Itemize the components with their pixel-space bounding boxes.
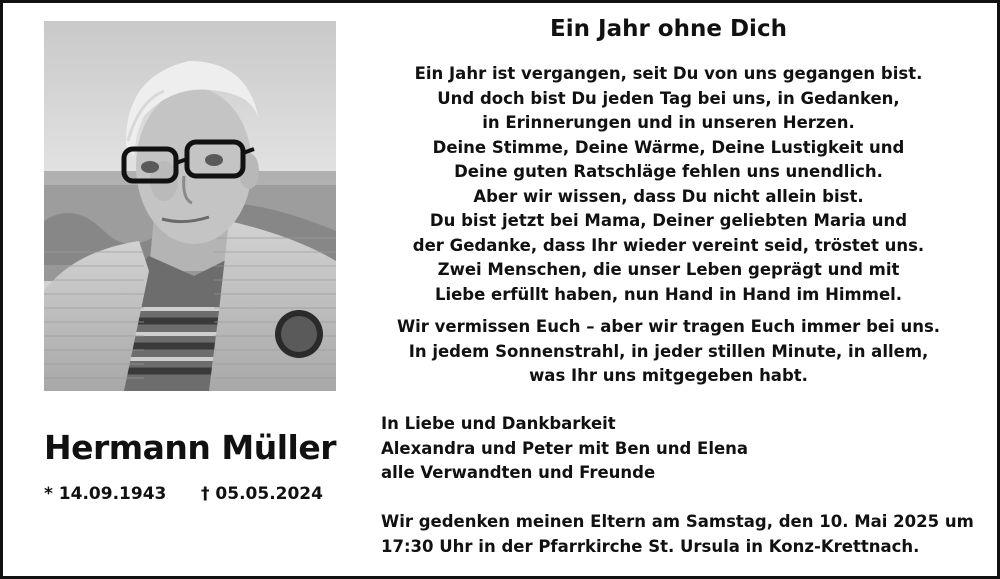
deceased-name: Hermann Müller bbox=[44, 428, 337, 467]
portrait-photo bbox=[44, 21, 336, 391]
poem-line: Ein Jahr ist vergangen, seit Du von uns gegangen bist. bbox=[414, 64, 923, 83]
poem-line: Liebe erfüllt haben, nun Hand in Hand im Himmel. bbox=[434, 284, 903, 304]
signature-line: Alexandra und Peter mit Ben und Elena bbox=[381, 438, 749, 458]
poem-line: Und doch bist Du jeden Tag bei uns, in Gedanken, bbox=[437, 88, 900, 108]
notice-line: Wir gedenken meinen Eltern am Samstag, den 10. Mai 2025 um bbox=[381, 512, 974, 531]
poem-line: Zwei Menschen, die unser Leben geprägt und mit bbox=[437, 260, 900, 279]
signature-line: alle Verwandten und Freunde bbox=[381, 463, 656, 482]
stanza-gap bbox=[370, 307, 967, 315]
notice-heading: Ein Jahr ohne Dich bbox=[550, 16, 787, 42]
poem-line: der Gedanke, dass Ihr wieder vereint seid, tröstet uns. bbox=[412, 235, 925, 255]
signature-block bbox=[381, 412, 748, 486]
signature-line: In Liebe und Dankbarkeit bbox=[381, 414, 616, 433]
poem-line: In jedem Sonnenstrahl, in jeder stillen Minute, in allem, bbox=[408, 341, 929, 361]
poem-line: Wir vermissen Euch – aber wir tragen Euch immer bei uns. bbox=[396, 317, 941, 336]
memorial-service-notice bbox=[381, 510, 974, 559]
memorial-poem bbox=[370, 62, 967, 389]
poem-line: was Ihr uns mitgegeben habt. bbox=[529, 366, 808, 385]
poem-line: Du bist jetzt bei Mama, Deiner geliebten Maria und bbox=[429, 211, 908, 230]
death-date: † 05.05.2024 bbox=[201, 484, 323, 504]
poem-line: Deine guten Ratschläge fehlen uns unendlich. bbox=[454, 162, 883, 181]
notice-line: 17:30 Uhr in der Pfarrkirche St. Ursula in Konz-Krettnach. bbox=[381, 536, 920, 556]
poem-line: in Erinnerungen und in unseren Herzen. bbox=[482, 113, 855, 132]
poem-line: Aber wir wissen, dass Du nicht allein bist. bbox=[473, 186, 864, 206]
birth-date: * 14.09.1943 bbox=[44, 484, 167, 504]
portrait-photo-image bbox=[44, 21, 336, 391]
poem-line: Deine Stimme, Deine Wärme, Deine Lustigkeit und bbox=[432, 137, 905, 157]
